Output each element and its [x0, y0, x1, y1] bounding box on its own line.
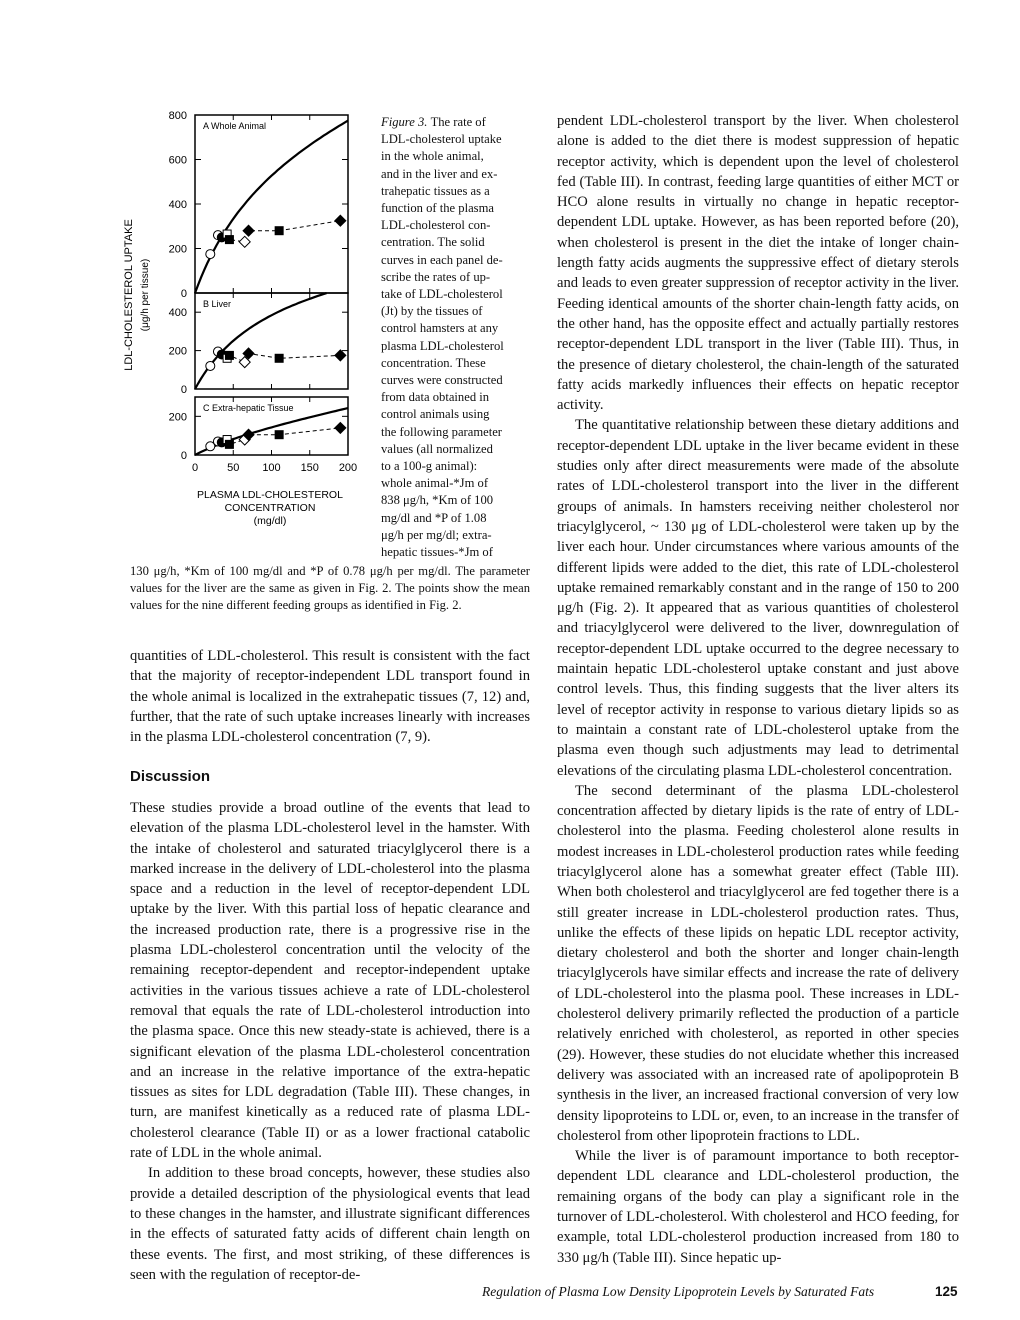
caption-line: centration. The solid: [381, 235, 485, 250]
panel-frame: [195, 115, 348, 293]
caption-line: and in the liver and ex-: [381, 166, 498, 181]
left-paragraph-3: In addition to these broad concepts, however, these studies also provide a detailed description of the physiological events that lead to these changes in the hamster, and illustrate significant differences in the effects of saturated fatty acids of different chain length on these events. The first, and most striking, of these differences is seen with the regulation of receptor-de-: [130, 1165, 530, 1283]
y-tick-label: 200: [168, 345, 187, 358]
caption-line: to a 100-g animal):: [381, 459, 478, 474]
y-tick-label: 600: [168, 154, 187, 167]
right-paragraph-4: While the liver is of paramount importance to both receptor-dependent LDL clearance and LDL-cholesterol production, the remaining organs of the body can play a significant role in the turnover of LDL-cholesterol. With cholesterol and HCO feeding, for example, total LDL-cholesterol production increased from 180 to 330 μg/h (Table III). Since hepatic up-: [557, 1148, 959, 1266]
x-tick-label: 0: [191, 462, 199, 474]
y-tick-label: 200: [168, 243, 187, 256]
panel-title: A Whole Animal: [203, 121, 267, 131]
y-tick-label: 200: [168, 411, 187, 424]
data-point-filled-square: [225, 440, 233, 448]
right-paragraph-2: The quantitative relationship between these dietary additions and receptor-dependent LDL uptake in the liver became evident in these studies only after direct measurements were made of the absolute rates of LDL-cholesterol transport into the liver in the different groups of animals. In hamsters receiving neither cholesterol nor triacylglycerol, ~ 130 μg of LDL-cholesterol were taken up by the liver each hour. Under circumstances where various amounts of the different lipids were added to the diet, this rate of LDL-cholesterol uptake remained remarkably constant and in the range of 150 to 200 μg/h (Fig. 2). It appeared that as various quantities of cholesterol and triacylglycerol were delivered to the liver, downregulation of receptor-dependent LDL uptake occurred to the degree necessary to maintain hepatic LDL-cholesterol uptake constant and just above control levels. Thus, this finding suggests that the liver alters its level of receptor activity in response to various dietary lipids so as to maintain a constant rate of LDL-cholesterol uptake from the plasma even though such adjustments may lead to detrimental elevations of the circulating plasma LDL-cholesterol concentration.: [557, 417, 959, 779]
caption-line: trahepatic tissues as a: [381, 183, 490, 198]
caption-line: LDL-cholesterol con-: [381, 218, 491, 233]
caption-line: curves in each panel de-: [381, 252, 503, 267]
y-tick-label: 400: [168, 199, 187, 211]
data-point-open-diamond: [239, 236, 250, 247]
data-point-filled-square: [225, 351, 233, 359]
y-axis-units: (μg/h per tissue): [140, 258, 151, 332]
control-curve: [195, 408, 348, 455]
y-axis-label: LDL-CHOLESTEROL UPTAKE: [123, 219, 135, 371]
caption-line: the following parameter: [381, 424, 502, 439]
data-point-filled-diamond: [335, 422, 346, 433]
caption-line: whole animal-*Jm of: [381, 476, 489, 491]
panel-title: C Extra-hepatic Tissue: [203, 403, 294, 413]
y-tick-label: 0: [180, 288, 187, 300]
y-tick-label: 0: [180, 384, 187, 396]
caption-line: in the whole animal,: [381, 149, 484, 164]
x-axis-label: PLASMA LDL-CHOLESTEROL: [197, 489, 343, 501]
caption-line: LDL-cholesterol uptake: [381, 132, 502, 147]
caption-label: Figure 3.: [381, 115, 431, 129]
x-axis-label: CONCENTRATION: [224, 502, 316, 514]
x-axis-label: (mg/dl): [253, 515, 287, 527]
x-tick-label: 150: [300, 462, 319, 474]
caption-line: Figure 3. The rate of: [381, 115, 486, 129]
caption-line: 838 μg/h, *Km of 100: [381, 493, 494, 508]
figure-3-chart: [110, 105, 370, 535]
data-point-filled-square: [275, 354, 283, 362]
x-tick-label: 50: [227, 462, 240, 474]
caption-line: concentration. These: [381, 355, 486, 370]
control-curve: [195, 121, 348, 293]
caption-line: scribe the rates of up-: [381, 269, 491, 284]
left-paragraph-2: These studies provide a broad outline of the events that lead to elevation of the plasma LDL-cholesterol level in the hamster. With the intake of cholesterol and saturated triacylglycerol there is a marked increase in the delivery of LDL-cholesterol into the plasma space and a reduction in the level of receptor-dependent LDL uptake by the liver. With this partial loss of hepatic clearance and the increased production rate, there is a progressive rise in the plasma LDL-cholesterol concentration until the velocity of the remaining receptor-dependent and receptor-independent uptake activities in the various tissues achieve a rate of LDL-cholesterol removal that equals the rate of LDL-cholesterol introduction into the plasma space. Once this new steady-state is achieved, there is a significant elevation of the plasma LDL-cholesterol concentration and an increase in the relative importance of the extra-hepatic tissues as sites for LDL degradation (Table III). These changes, in turn, are manifest kinetically as a reduced rate of plasma LDL-cholesterol clearance (Table II) or as a lower fractional catabolic rate of LDL in the whole animal.: [130, 800, 530, 1162]
x-tick-label: 100: [262, 462, 281, 474]
running-title: Regulation of Plasma Low Density Lipoprotein Levels by Saturated Fats: [482, 1284, 875, 1299]
data-point-filled-diamond: [243, 225, 254, 236]
page-number: 125: [935, 1284, 958, 1299]
caption-line: from data obtained in: [381, 390, 490, 405]
left-body: [130, 798, 530, 1285]
data-point-filled-square: [225, 236, 233, 244]
x-tick-label: 200: [338, 462, 358, 474]
caption-line: mg/dl and *P of 1.08: [381, 510, 487, 525]
figure-caption: [381, 114, 541, 561]
caption-line: control animals using: [381, 407, 490, 422]
data-point-open-circle: [206, 250, 215, 259]
y-tick-label: 400: [168, 307, 187, 320]
caption-line: curves were constructed: [381, 373, 503, 388]
data-point-filled-square: [275, 431, 283, 439]
y-tick-label: 0: [180, 450, 187, 462]
right-paragraph-3: The second determinant of the plasma LDL-cholesterol concentration affected by dietary lipids is the rate of entry of LDL-cholesterol into the plasma. Feeding cholesterol alone results in modest increases in LDL-cholesterol production rates while feeding triacylglycerol alone has a somewhat greater effect (Table III). When both cholesterol and triacylglycerol are fed together there is a still greater increase in LDL-cholesterol production rates. Thus, unlike the effects of these lipids on hepatic LDL receptor activity, dietary cholesterol and both the shorter and longer chain-length triacylglycerols have similar effects and increase the rate of delivery of LDL-cholesterol into the plasma pool. These increases in LDL-cholesterol delivery primarily reflected the production of a particle relatively enriched with cholesterol, as reported in other species (29). However, these studies do not elucidate whether this increased delivery was associated with an increased rate of apolipoprotein B synthesis in the liver, an increased fractional conversion of very low density lipoproteins to LDL or, even, to an increase in the transfer of cholesterol from other lipoprotein fractions to LDL.: [557, 782, 959, 1144]
caption-line: (Jt) by the tissues of: [381, 304, 483, 319]
caption-line: plasma LDL-cholesterol: [381, 338, 504, 353]
left-paragraph-1: quantities of LDL-cholesterol. This result is consistent with the fact that the majority of receptor-independent LDL transport found in the whole animal is localized in the extrahepatic tissues (7, 12) and, further, that the rate of such uptake increases linearly with increases in the plasma LDL-cholesterol concentration (7, 9).: [130, 648, 530, 746]
figure-caption-continued: 130 μg/h, *Km of 100 mg/dl and *P of 0.78 μg/h per mg/dl. The parameter values for the liver are the same as given in Fig. 2. The points show the mean values for the nine different feeding groups as identified in Fig. 2.: [130, 564, 530, 613]
data-point-filled-diamond: [335, 350, 346, 361]
section-heading-discussion: Discussion: [130, 768, 211, 785]
panel-title: B Liver: [203, 299, 232, 309]
data-point-filled-diamond: [335, 215, 346, 226]
caption-line: control hamsters at any: [381, 321, 499, 336]
y-tick-label: 800: [168, 110, 187, 122]
caption-line: function of the plasma: [381, 201, 494, 216]
caption-line: values (all normalized: [381, 441, 493, 456]
right-column: [557, 111, 959, 1268]
caption-line: μg/h per mg/dl; extra-: [381, 527, 492, 542]
data-point-filled-square: [275, 227, 283, 235]
right-paragraph-1: pendent LDL-cholesterol transport by the liver. When cholesterol alone is added to the diet there is modest suppression of hepatic receptor activity, which is dependent upon the level of cholesterol fed (Table III). In contrast, feeding large quantities of either MCT or HCO alone results in virtually no change in hepatic receptor-dependent LDL uptake. However, as has been reported before (20), when cholesterol is present in the diet the intake of longer chain-length fatty acids augments the suppressive effect of dietary sterols and leads to even greater suppression of receptor activity in the liver. Feeding identical amounts of the shorter chain-length fatty acids, on the other hand, has the opposite effect and actually partially restores receptor-dependent LDL transport in the liver (Table III). Thus, in the presence of dietary cholesterol, the chain-length of the saturated fatty acids markedly influences their effects on hepatic receptor activity.: [557, 113, 959, 414]
caption-line: take of LDL-cholesterol: [381, 287, 503, 302]
data-point-open-circle: [206, 361, 215, 370]
caption-line: hepatic tissues-*Jm of: [381, 545, 493, 560]
